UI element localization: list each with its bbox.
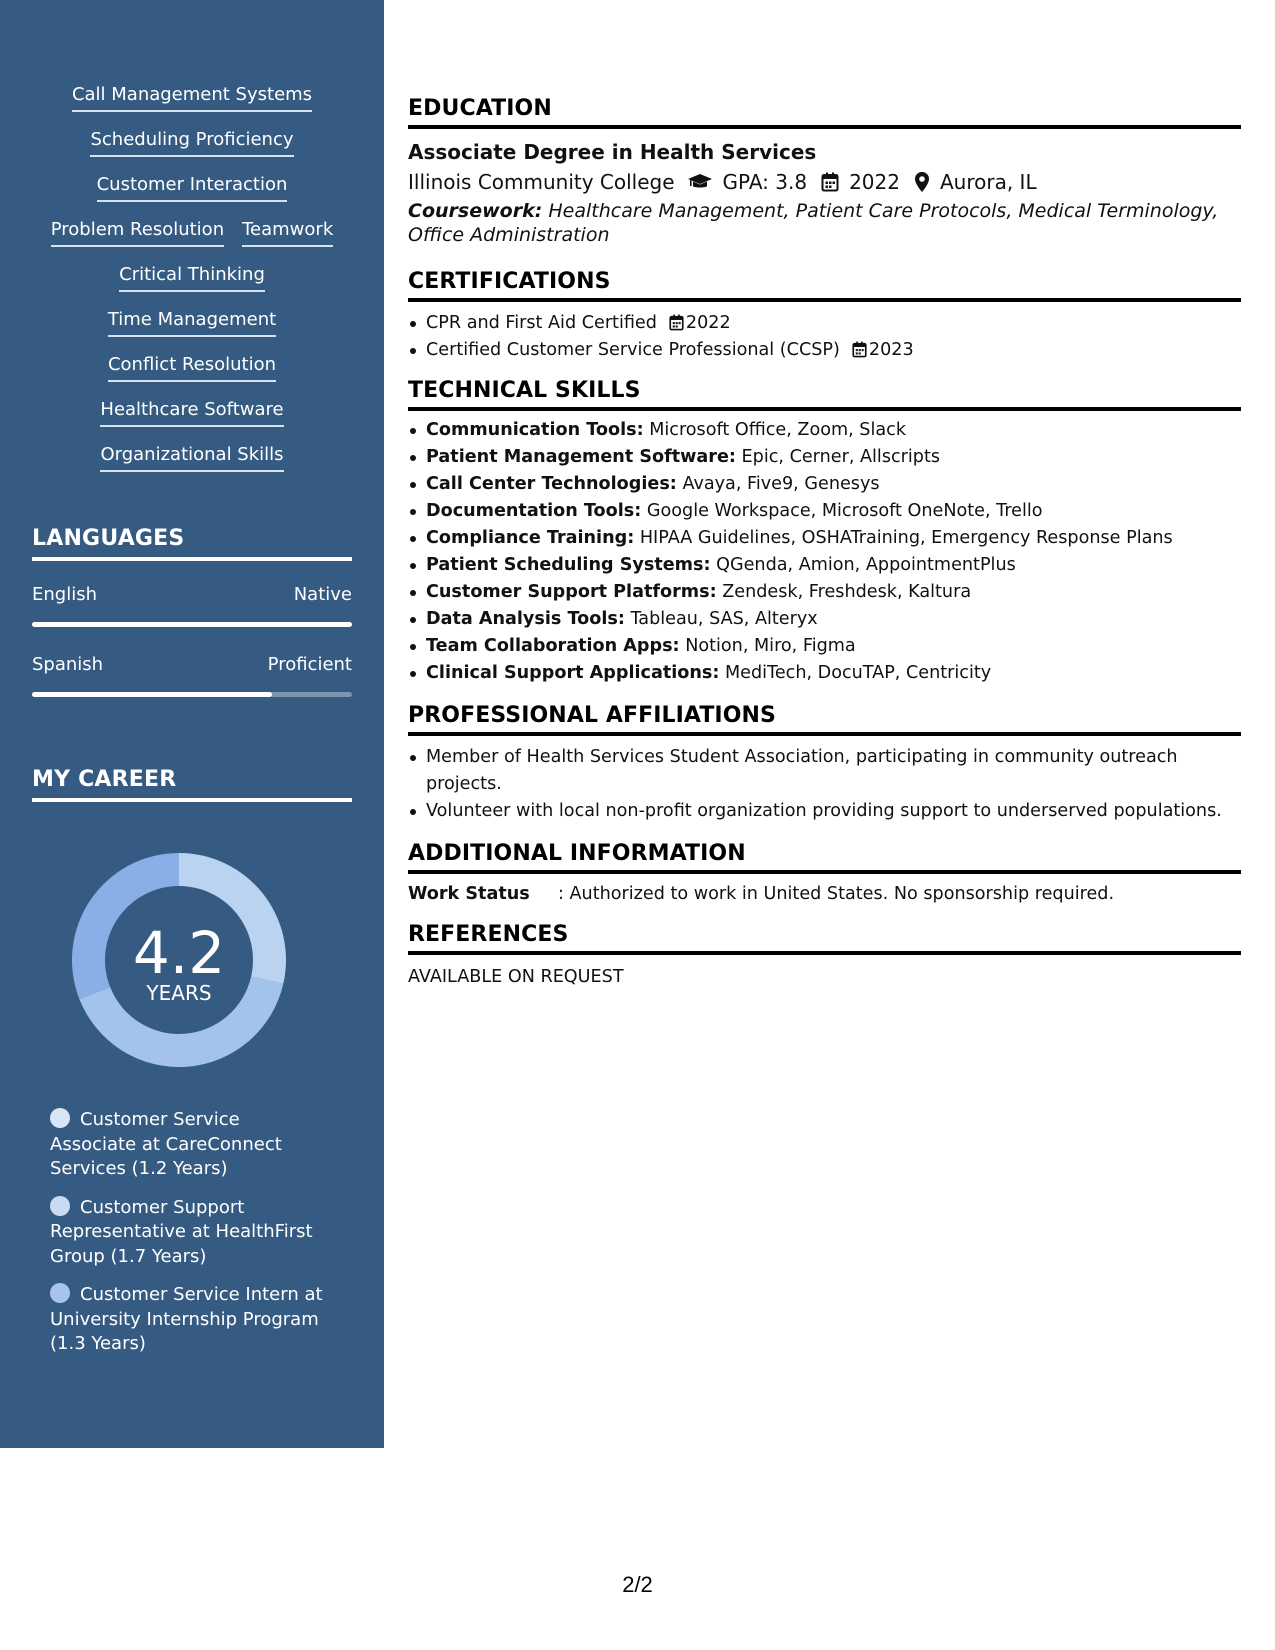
- certification-name: Certified Customer Service Professional (CCSP): [426, 340, 840, 360]
- skill-category: Data Analysis Tools:: [426, 609, 625, 629]
- technical-skill-item: [408, 444, 1241, 471]
- skills-row: [24, 399, 360, 444]
- language-bar-fill: [32, 692, 272, 697]
- work-status-value: : Authorized to work in United States. No sponsorship required.: [558, 884, 1115, 904]
- degree-title: Associate Degree in Health Services: [408, 140, 817, 164]
- skill-tag: Scheduling Proficiency: [90, 129, 293, 157]
- skill-tag: Critical Thinking: [119, 264, 265, 292]
- legend-dot-icon: [50, 1108, 70, 1128]
- skill-tag: Customer Interaction: [97, 174, 288, 202]
- skills-row: [24, 174, 360, 219]
- skill-values: HIPAA Guidelines, OSHATraining, Emergency Response Plans: [639, 528, 1173, 548]
- location-pin-icon: [914, 171, 930, 193]
- career-legend: [50, 1108, 330, 1371]
- skill-tag: Healthcare Software: [100, 399, 283, 427]
- affiliation-item: Volunteer with local non-profit organization providing support to underserved populations.: [408, 798, 1241, 825]
- technical-skill-item: [408, 633, 1241, 660]
- additional-info-heading: ADDITIONAL INFORMATION: [408, 841, 1241, 874]
- language-english: [32, 584, 352, 627]
- technical-skill-item: [408, 471, 1241, 498]
- skills-row: [24, 354, 360, 399]
- affiliations-list: [408, 744, 1241, 825]
- calendar-icon: [852, 341, 867, 358]
- technical-skill-item: [408, 417, 1241, 444]
- skill-values: Microsoft Office, Zoom, Slack: [649, 420, 907, 440]
- skill-values: QGenda, Amion, AppointmentPlus: [716, 555, 1016, 575]
- skills-row: [24, 219, 360, 264]
- work-status: [408, 882, 1241, 906]
- technical-skill-item: [408, 525, 1241, 552]
- certification-year: 2023: [868, 340, 914, 360]
- technical-skill-item: [408, 606, 1241, 633]
- school-name: Illinois Community College: [408, 170, 675, 194]
- technical-skill-item: [408, 552, 1241, 579]
- career-item: [50, 1108, 330, 1182]
- language-bar-fill: [32, 622, 352, 627]
- career-total-years: 4.2: [132, 919, 226, 987]
- skill-category: Clinical Support Applications:: [426, 663, 720, 683]
- affiliations-heading: PROFESSIONAL AFFILIATIONS: [408, 703, 1241, 736]
- career-item-text: Customer Support Representative at HealthFirst Group (1.7 Years): [50, 1196, 313, 1267]
- school-location: Aurora, IL: [939, 170, 1037, 194]
- coursework: [408, 199, 1241, 247]
- certifications-list: [408, 310, 1241, 364]
- technical-skill-item: [408, 498, 1241, 525]
- graduation-year: 2022: [849, 170, 900, 194]
- skill-values: Avaya, Five9, Genesys: [682, 474, 880, 494]
- career-item-text: Customer Service Intern at University Internship Program (1.3 Years): [50, 1284, 323, 1354]
- calendar-icon: [821, 172, 839, 192]
- skills-row: [24, 309, 360, 354]
- skills-row: [24, 84, 360, 129]
- skill-values: Zendesk, Freshdesk, Kaltura: [722, 582, 972, 602]
- legend-dot-icon: [50, 1196, 70, 1216]
- coursework-label: Coursework:: [408, 200, 543, 222]
- skills-list: [24, 84, 360, 489]
- skill-category: Customer Support Platforms:: [426, 582, 717, 602]
- language-level: Native: [293, 584, 352, 605]
- education-heading: EDUCATION: [408, 96, 1241, 129]
- certification-year: 2022: [685, 313, 731, 333]
- skill-tag: Organizational Skills: [100, 444, 283, 472]
- skill-category: Documentation Tools:: [426, 501, 642, 521]
- technical-skills-heading: TECHNICAL SKILLS: [408, 378, 1241, 411]
- main-content: [408, 96, 1241, 989]
- graduation-cap-icon: [687, 172, 713, 192]
- skill-category: Call Center Technologies:: [426, 474, 677, 494]
- language-spanish: [32, 654, 352, 697]
- skill-category: Team Collaboration Apps:: [426, 636, 680, 656]
- skill-values: MediTech, DocuTAP, Centricity: [725, 663, 992, 683]
- technical-skill-item: [408, 660, 1241, 687]
- skills-row: [24, 129, 360, 174]
- career-item: [50, 1196, 330, 1270]
- skill-values: Tableau, SAS, Alteryx: [630, 609, 818, 629]
- language-bar: [32, 622, 352, 627]
- language-name: English: [32, 584, 97, 605]
- skill-tag: Time Management: [108, 309, 276, 337]
- technical-skills-list: [408, 417, 1241, 687]
- skill-tag: Call Management Systems: [72, 84, 312, 112]
- language-name: Spanish: [32, 654, 104, 675]
- skill-values: Notion, Miro, Figma: [685, 636, 856, 656]
- work-status-label: Work Status: [408, 884, 530, 904]
- languages-heading: LANGUAGES: [32, 526, 352, 561]
- sidebar: [0, 0, 384, 1448]
- career-item: [50, 1283, 330, 1357]
- language-bar: [32, 692, 352, 697]
- education-meta: [408, 169, 1241, 195]
- skills-row: [24, 444, 360, 489]
- skill-category: Communication Tools:: [426, 420, 644, 440]
- coursework-text: Healthcare Management, Patient Care Protocols, Medical Terminology, Office Administration: [408, 200, 1219, 246]
- gpa: GPA: 3.8: [722, 170, 808, 194]
- affiliation-item: Member of Health Services Student Association, participating in community outreach projects.: [408, 744, 1241, 798]
- legend-dot-icon: [50, 1283, 70, 1303]
- certifications-heading: CERTIFICATIONS: [408, 269, 1241, 302]
- technical-skill-item: [408, 579, 1241, 606]
- skill-tag: Conflict Resolution: [108, 354, 276, 382]
- career-item-text: Customer Service Associate at CareConnect Services (1.2 Years): [50, 1109, 282, 1179]
- skills-row: [24, 264, 360, 309]
- page-number: 2/2: [622, 1572, 653, 1597]
- career-years-label: YEARS: [146, 981, 212, 1005]
- skill-values: Google Workspace, Microsoft OneNote, Trello: [646, 501, 1043, 521]
- certification-name: CPR and First Aid Certified: [426, 313, 657, 333]
- calendar-icon: [669, 314, 684, 331]
- certification-item: [408, 310, 1241, 337]
- career-heading: MY CAREER: [32, 767, 352, 802]
- skill-tag: Teamwork: [242, 219, 333, 247]
- references-heading: REFERENCES: [408, 922, 1241, 955]
- skill-category: Compliance Training:: [426, 528, 635, 548]
- skill-values: Epic, Cerner, Allscripts: [741, 447, 941, 467]
- skill-tag: Problem Resolution: [51, 219, 224, 247]
- career-donut-chart: [66, 847, 292, 1073]
- references-text: AVAILABLE ON REQUEST: [408, 967, 624, 987]
- skill-category: Patient Scheduling Systems:: [426, 555, 711, 575]
- skill-category: Patient Management Software:: [426, 447, 736, 467]
- language-level: Proficient: [267, 654, 352, 675]
- certification-item: [408, 337, 1241, 364]
